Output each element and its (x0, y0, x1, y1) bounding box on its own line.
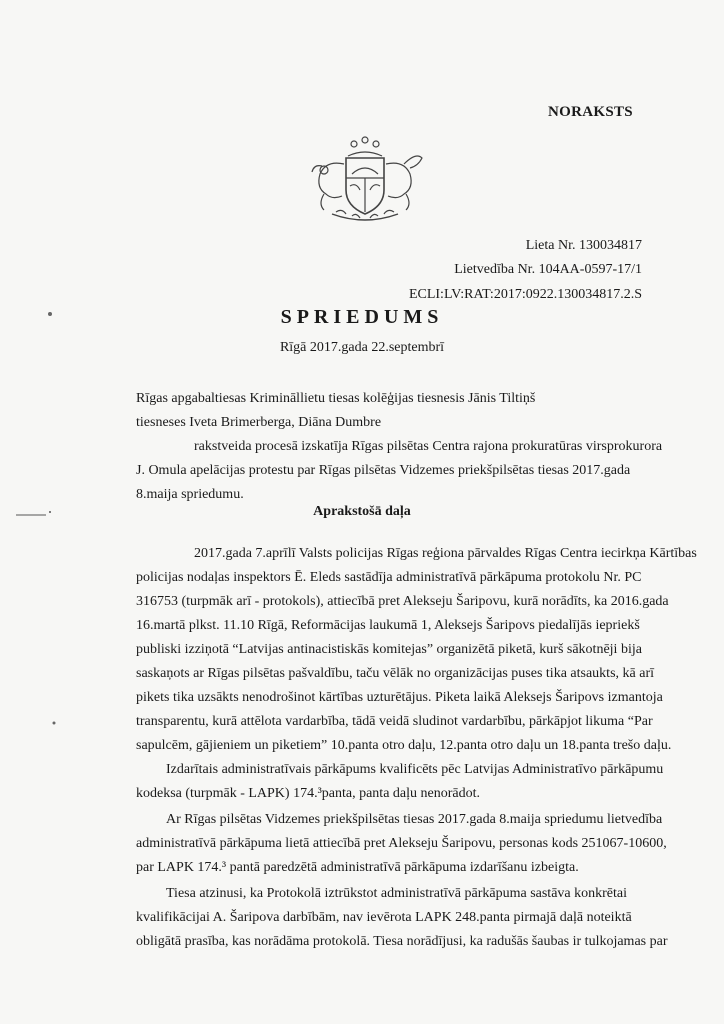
paragraph-line: 16.martā plkst. 11.10 Rīgā, Reformācijas laukumā 1, Aleksejs Šaripovs piedalījās iepriekš (136, 618, 640, 633)
paragraph-line: 2017.gada 7.aprīlī Valsts policijas Rīgas reģiona pārvaldes Rīgas Centra iecirkņa Kārtības (194, 546, 697, 561)
document-title: SPRIEDUMS (280, 306, 444, 328)
judgment-date: Rīgā 2017.gada 22.septembrī (279, 340, 445, 355)
paragraph-line: Ar Rīgas pilsētas Vidzemes priekšpilsētas tiesas 2017.gada 8.maija spriedumu lietvedība (166, 812, 663, 827)
coat-of-arms-emblem (296, 134, 434, 222)
intro-text-line: 8.maija spriedumu. (136, 487, 244, 502)
paragraph-line: saskaņots ar Rīgas pilsētas pašvaldību, taču vēlāk no organizācijas puses tika atsaukts, kā arī (136, 666, 654, 681)
scan-mark (46, 310, 54, 318)
paragraph-line: pikets tika uzsākts nenodrošinot kārtības uzturētājus. Piketa laikā Aleksejs Šaripovs izmantoja (136, 690, 663, 705)
paragraph-line: transparentu, kurā attēlota vardarbība, tādā veidā sludinot vardarbību, pārkāpjot likuma “Par (136, 714, 653, 729)
paragraph-line: Izdarītais administratīvais pārkāpums kvalificēts pēc Latvijas Administratīvo pārkāpumu (166, 762, 664, 777)
paragraph-line: par LAPK 174.³ pantā paredzētā administratīvā pārkāpuma izdarīšanu izbeigta. (136, 860, 579, 875)
proceedings-number: Lietvedība Nr. 104AA-0597-17/1 (454, 262, 642, 277)
copy-label: NORAKSTS (548, 104, 633, 120)
paragraph-line: obligātā prasība, kas norādāma protokolā. Tiesa norādījusi, ka radušās šaubas ir tulkojamas par (136, 934, 668, 949)
judges-line: tiesneses Iveta Brimerberga, Diāna Dumbre (136, 415, 382, 430)
intro-text-line: J. Omula apelācijas protestu par Rīgas pilsētas Vidzemes priekšpilsētas tiesas 2017.gada (136, 463, 631, 478)
paragraph-line: 316753 (turpmāk arī - protokols), attiecībā pret Alekseju Šaripovu, kurā norādīts, ka 2016.gada (136, 594, 669, 609)
scan-mark (14, 508, 54, 522)
paragraph-line: administratīvā pārkāpuma lietā attiecībā pret Alekseju Šaripovu, personas kods 251067-10600, (136, 836, 667, 851)
section-heading: Aprakstošā daļa (313, 504, 411, 519)
paragraph-line: publiski izziņotā “Latvijas antinacistiskās komitejas” organizētā piketā, kurš sākotnēji bija (136, 642, 642, 657)
ecli-identifier: ECLI:LV:RAT:2017:0922.130034817.2.S (408, 287, 642, 302)
intro-text-line: rakstveida procesā izskatīja Rīgas pilsētas Centra rajona prokuratūras virsprokurora (194, 439, 663, 454)
court-line: Rīgas apgabaltiesas Krimināllietu tiesas kolēģijas tiesnesis Jānis Tiltiņš (136, 391, 536, 406)
case-number: Lieta Nr. 130034817 (525, 238, 642, 253)
paragraph-line: sapulcēm, gājieniem un piketiem” 10.panta otro daļu, 12.panta otro daļu un 18.panta trešo daļu. (136, 738, 672, 753)
scan-mark (50, 718, 58, 728)
paragraph-line: kvalifikācijai A. Šaripova darbībām, nav ievērota LAPK 248.panta pirmajā daļā noteiktā (136, 910, 632, 925)
paragraph-line: Tiesa atzinusi, ka Protokolā iztrūkstot administratīvā pārkāpuma sastāva konkrētai (166, 886, 627, 901)
paragraph-line: kodeksa (turpmāk - LAPK) 174.³panta, panta daļu nenorādot. (136, 786, 480, 801)
paragraph-line: policijas nodaļas inspektors Ē. Eleds sastādīja administratīvā pārkāpuma protokolu Nr. PC (136, 570, 642, 585)
